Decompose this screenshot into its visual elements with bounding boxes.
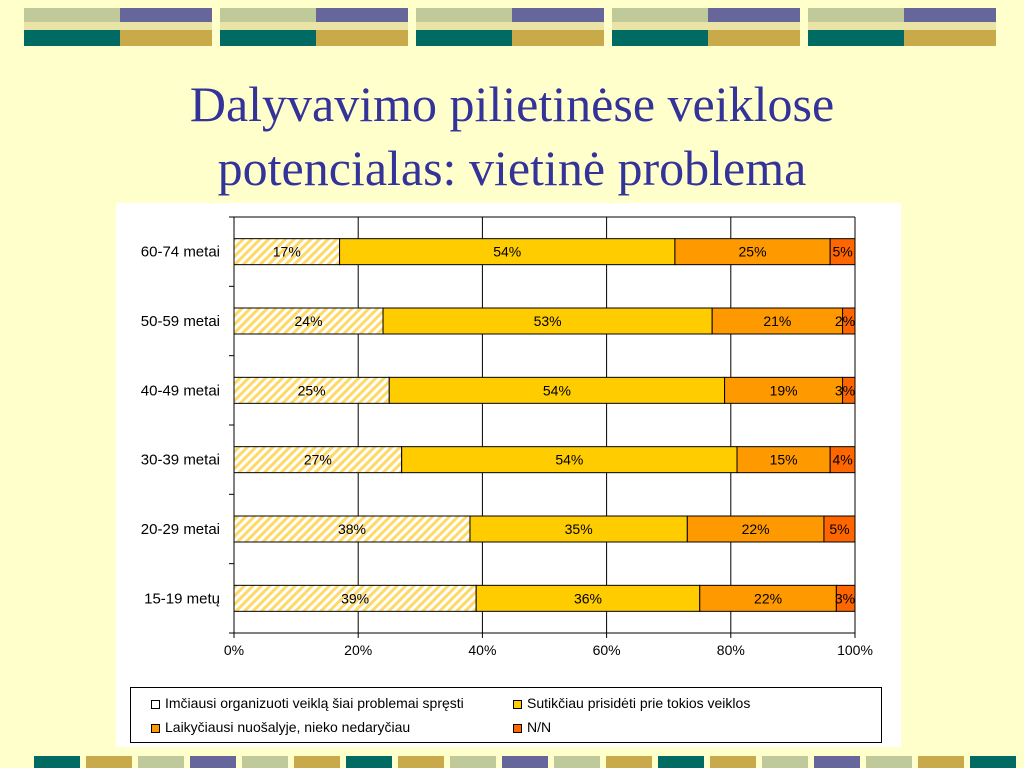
- bottom-deco-block: [138, 756, 184, 768]
- top-deco-block: [24, 8, 212, 46]
- slide-title-line-2: potencialas: vietinė problema: [217, 140, 807, 196]
- legend-label-organize: Imčiausi organizuoti veiklą šiai problemai spręsti: [165, 695, 464, 711]
- legend-item-contribute: [513, 693, 750, 713]
- slide-title: [0, 72, 1024, 200]
- bottom-deco-block: [762, 756, 808, 768]
- x-tick-label: 40%: [468, 642, 497, 658]
- data-label: 3%: [834, 382, 856, 399]
- data-label: 27%: [303, 451, 332, 468]
- bottom-deco-block: [294, 756, 340, 768]
- data-label: 17%: [272, 243, 301, 260]
- bottom-deco-block: [450, 756, 496, 768]
- data-label: 25%: [297, 382, 326, 399]
- top-deco-block: [220, 8, 408, 46]
- bottom-deco-block: [242, 756, 288, 768]
- data-label: 5%: [832, 243, 853, 260]
- legend-item-stay-aside: [151, 717, 410, 737]
- data-label: 54%: [555, 451, 584, 468]
- bottom-deco-block: [398, 756, 444, 768]
- bottom-deco-block: [658, 756, 704, 768]
- data-label: 22%: [741, 521, 770, 537]
- bottom-deco-block: [866, 756, 912, 768]
- y-category-label: 15-19 metų: [144, 590, 220, 608]
- bottom-deco-block: [918, 756, 964, 768]
- y-category-label: 20-29 metai: [140, 521, 220, 538]
- data-label: 54%: [493, 243, 522, 260]
- chart-legend: [130, 687, 882, 743]
- x-tick-label: 0%: [223, 642, 245, 658]
- legend-swatch-organize: [151, 700, 160, 709]
- data-label: 4%: [832, 451, 853, 468]
- top-deco-block: [416, 8, 604, 46]
- data-label: 36%: [573, 590, 602, 607]
- data-label: 22%: [754, 590, 783, 607]
- data-label: 24%: [294, 313, 323, 329]
- legend-item-organize: [151, 693, 464, 713]
- bottom-deco-block: [606, 756, 652, 768]
- legend-label-stay-aside: Laikyčiausi nuošalyje, nieko nedaryčiau: [165, 719, 411, 735]
- slide-title-line-1: Dalyvavimo pilietinėse veiklose: [189, 76, 835, 132]
- legend-label-nn: N/N: [527, 719, 552, 735]
- x-tick-label: 100%: [837, 642, 873, 658]
- top-deco-block: [612, 8, 800, 46]
- x-tick-label: 20%: [344, 642, 373, 658]
- data-label: 19%: [769, 382, 798, 399]
- data-label: 35%: [564, 521, 593, 537]
- bottom-deco-block: [710, 756, 756, 768]
- data-label: 38%: [337, 521, 367, 537]
- legend-item-nn: [513, 717, 551, 737]
- data-label: 15%: [769, 451, 798, 468]
- x-tick-label: 60%: [592, 642, 621, 658]
- data-label: 54%: [542, 382, 571, 399]
- y-category-label: 30-39 metai: [140, 451, 220, 469]
- legend-label-contribute: Sutikčiau prisidėti prie tokios veiklos: [527, 695, 751, 711]
- data-label: 53%: [533, 313, 562, 329]
- bottom-deco-block: [970, 756, 1016, 768]
- data-label: 25%: [738, 243, 767, 260]
- bottom-deco-block: [34, 756, 80, 768]
- bottom-decorative-band: [0, 756, 1024, 768]
- chart-panel: [116, 203, 901, 747]
- bottom-deco-block: [86, 756, 132, 768]
- data-label: 3%: [834, 590, 856, 607]
- data-label: 39%: [341, 590, 370, 607]
- stacked-bar-chart: [116, 203, 901, 683]
- bottom-deco-block: [814, 756, 860, 768]
- y-category-label: 60-74 metai: [140, 243, 220, 261]
- legend-swatch-nn: [513, 724, 522, 733]
- bottom-deco-block: [190, 756, 236, 768]
- top-deco-block: [808, 8, 996, 46]
- x-tick-label: 80%: [716, 642, 745, 658]
- y-category-label: 40-49 metai: [140, 382, 220, 400]
- top-decorative-band: [0, 0, 1024, 52]
- data-label: 21%: [763, 313, 792, 329]
- legend-swatch-contribute: [513, 700, 522, 709]
- data-label: 2%: [834, 313, 856, 329]
- data-label: 5%: [829, 521, 850, 537]
- bottom-deco-block: [346, 756, 392, 768]
- bottom-deco-block: [502, 756, 548, 768]
- legend-swatch-stay-aside: [151, 724, 160, 733]
- y-category-label: 50-59 metai: [140, 313, 220, 330]
- bottom-deco-block: [554, 756, 600, 768]
